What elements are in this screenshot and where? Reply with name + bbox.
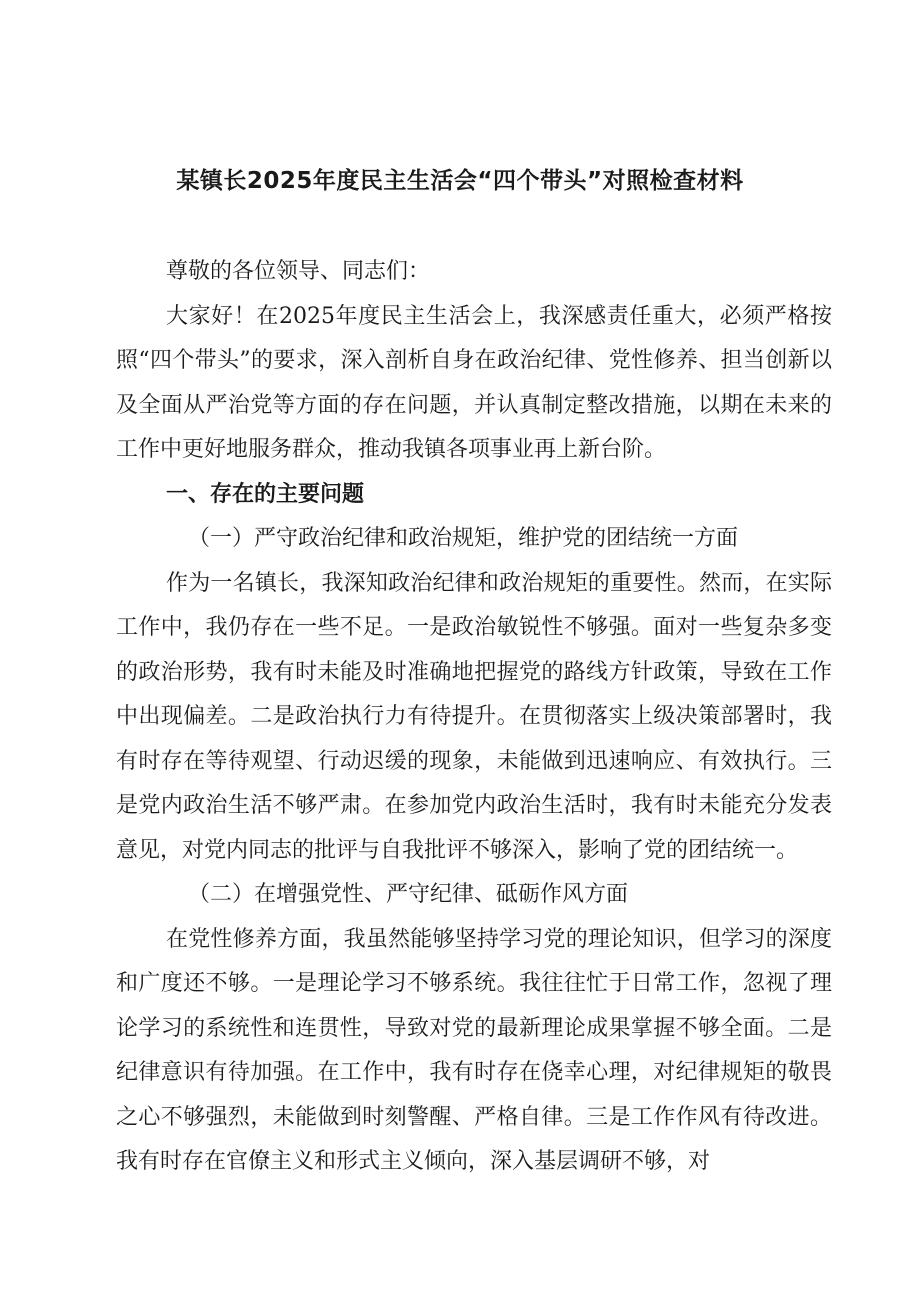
subsection-heading-1: （一）严守政治纪律和政治规矩，维护党的团结统一方面 (188, 526, 739, 551)
subsection-2-paragraph: 在党性修养方面，我虽然能够坚持学习党的理论知识，但学习的深度和广度还不够。一是理论学习不够系统。我往往忙于日常工作，忽视了理论学习的系统性和连贯性，导致对党的最新理论成果掌握不够全面。二是纪律意识有待加强。在工作中，我有时存在侥幸心理，对纪律规矩的敬畏之心不够强烈，未能做到时刻警醒、严格自律。三是工作作风有待改进。我有时存在官僚主义和形式主义倾向，深入基层调研不够，对 (116, 926, 832, 1174)
document-title: 某镇长2025年度民主生活会“四个带头”对照检查材料 (176, 168, 744, 194)
salutation: 尊敬的各位领导、同志们： (166, 259, 431, 284)
section-heading-problems: 一、存在的主要问题 (166, 481, 365, 507)
subsection-heading-2: （二）在增强党性、严守纪律、砥砺作风方面 (188, 882, 629, 907)
intro-paragraph: 大家好！在2025年度民主生活会上，我深感责任重大，必须严格按照“四个带头”的要求，深入剖析自身在政治纪律、党性修养、担当创新以及全面从严治党等方面的存在问题，并认真制定整改措施，以期在未来的工作中更好地服务群众，推动我镇各项事业再上新台阶。 (116, 303, 832, 462)
subsection-1-paragraph: 作为一名镇长，我深知政治纪律和政治规矩的重要性。然而，在实际工作中，我仍存在一些不足。一是政治敏锐性不够强。面对一些复杂多变的政治形势，我有时未能及时准确地把握党的路线方针政策，导致在工作中出现偏差。二是政治执行力有待提升。在贯彻落实上级决策部署时，我有时存在等待观望、行动迟缓的现象，未能做到迅速响应、有效执行。三是党内政治生活不够严肃。在参加党内政治生活时，我有时未能充分发表意见，对党内同志的批评与自我批评不够深入，影响了党的团结统一。 (116, 570, 832, 863)
document-body (116, 250, 832, 1185)
